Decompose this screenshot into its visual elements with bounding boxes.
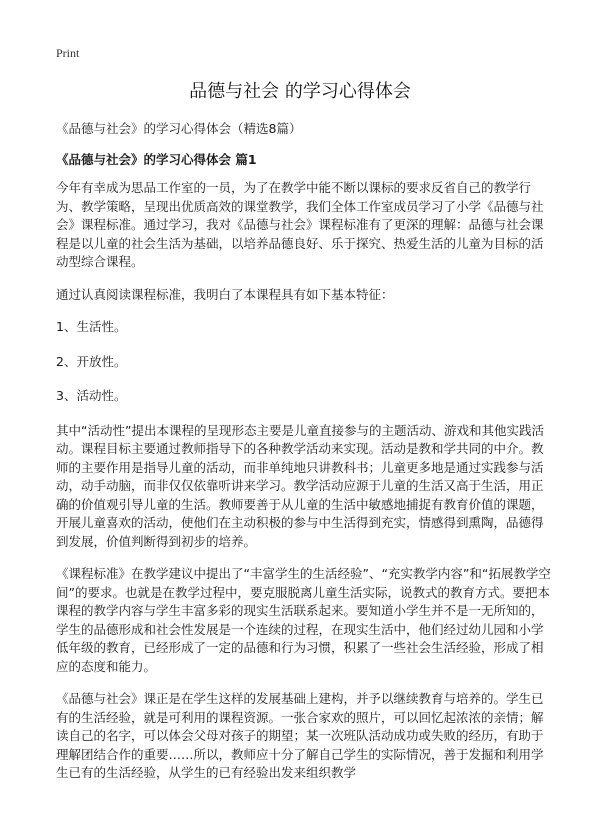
article-body — [56, 179, 552, 797]
paragraph-intro: 今年有幸成为思品工作室的一员，为了在教学中能不断以课标的要求反省自己的教学行为、教学策略，呈现出优质高效的课堂教学，我们全体工作室成员学习了小学《品德与社会》课程标准。通过学习，我对《品德与社会》课程标准有了更深的理解：品德与社会课程是以儿童的社会生活为基础，以培养品德良好、乐于探究、热爱生活的儿童为目标的活动型综合课程。 — [56, 180, 544, 269]
list-item-3: 3、活动性。 — [56, 388, 127, 403]
print-link[interactable]: Print — [56, 46, 80, 60]
page-title: 品德与社会 的学习心得体会 — [189, 81, 411, 102]
section-heading: 《品德与社会》的学习心得体会 篇1 — [56, 152, 257, 167]
paragraph-features-intro: 通过认真阅读课程标准，我明白了本课程具有如下基本特征： — [56, 286, 394, 302]
document-subtitle: 《品德与社会》的学习心得体会（精选8篇） — [56, 121, 302, 136]
list-item-2: 2、开放性。 — [56, 353, 127, 369]
paragraph-experience: 《品德与社会》课正是在学生这样的发展基础上建构，并予以继续教育与培养的。学生已有的生活经验，就是可利用的课程资源。一张合家欢的照片，可以回忆起浓浓的亲情；解读自己的名字，可以体会父母对孩子的期望；某一次班队活动成功或失败的经历，有助于理解团结合作的重要……所以，教师应十分了解自己学生的实际情况，善于发掘和利用学生已有的生活经验，从学生的已有经验出发来组织教学 — [56, 691, 544, 780]
paragraph-standards: 《课程标准》在教学建议中提出了“丰富学生的生活经验”、“充实教学内容”和“拓展教学空间”的要求。也就是在教学过程中，要克服脱离儿童生活实际，说教式的教育方式。要把本课程的教学内容与学生丰富多彩的现实生活联系起来。要知道小学生并不是一无所知的，学生的品德形成和社会性发展是一个连续的过程，在现实生活中，他们经过幼儿园和小学低年级的教育，已经形成了一定的品德和行为习惯，积累了一些社会生活经验，形成了相应的态度和能力。 — [56, 566, 551, 674]
paragraph-activity: 其中“活动性”提出本课程的呈现形态主要是儿童直接参与的主题活动、游戏和其他实践活动。课程目标主要通过教师指导下的各种教学活动来实现。活动是教和学共同的中介。教师的主要作用是指导儿童的活动，而非单纯地只讲教科书；儿童更多地是通过实践参与活动，动手动脑，而非仅仅依靠听讲来学习。教学活动应源于儿童的生活又高于生活，用正确的价值观引导儿童的生活。教师要善于从儿童的生活中敏感地捕捉有教育价值的课题，开展儿童喜欢的活动，使他们在主动积极的参与中生活得到充实，情感得到熏陶，品德得到发展，价值判断得到初步的培养。 — [56, 422, 544, 549]
list-item-1: 1、生活性。 — [56, 319, 127, 334]
